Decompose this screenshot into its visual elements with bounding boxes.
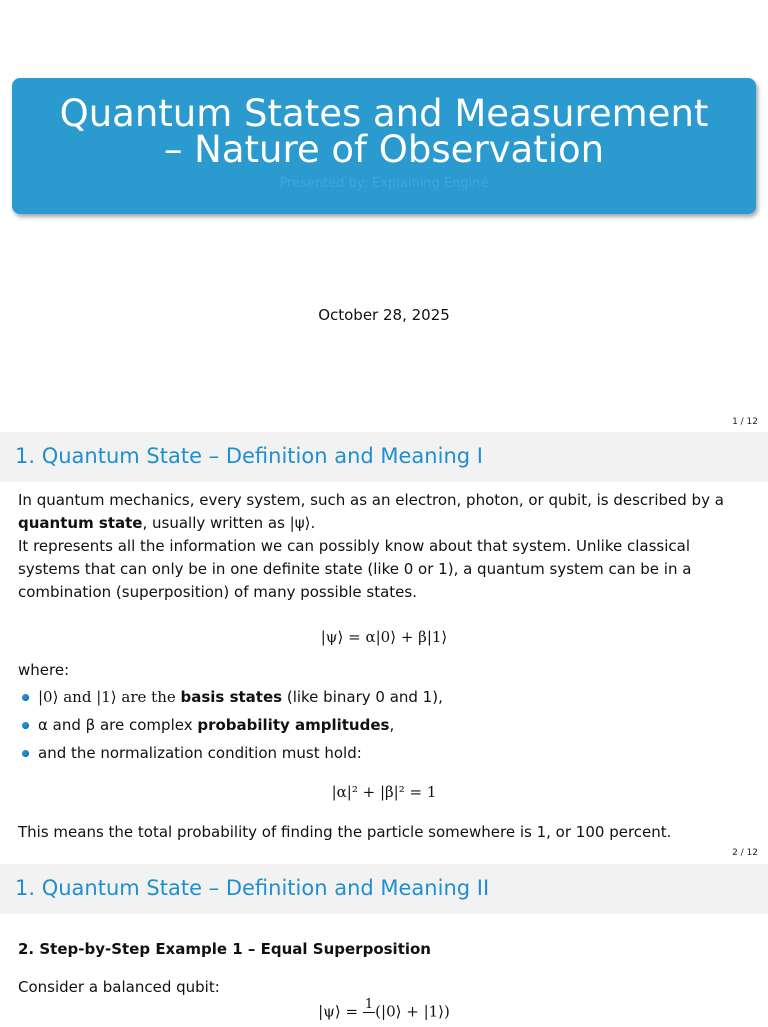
- frame-title: 1. Quantum State – Definition and Meaning I: [15, 444, 483, 468]
- paragraph-text: , usually written as |ψ⟩.: [142, 514, 316, 532]
- fraction: [363, 998, 375, 1027]
- page-number: 2 / 12: [732, 848, 758, 858]
- frame-title: 1. Quantum State – Definition and Meaning II: [15, 876, 490, 900]
- equation-lhs: |ψ⟩ =: [318, 1002, 359, 1021]
- bold-term: quantum state: [18, 514, 143, 532]
- title-line-1: Quantum States and Measurement: [59, 92, 709, 135]
- page-number: 1 / 12: [732, 417, 758, 427]
- slide-quantum-state-1: [0, 432, 768, 862]
- bullet-text: ,: [389, 716, 395, 734]
- frame-header: [0, 864, 768, 914]
- equation-normalization: |α|² + |β|² = 1: [331, 783, 437, 801]
- bold-term: probability amplitudes: [197, 716, 390, 734]
- bullet-list: [38, 683, 738, 767]
- paragraph-intro: Consider a balanced qubit:: [18, 978, 220, 996]
- bullet-text: |0⟩ and |1⟩ are the: [38, 688, 181, 706]
- frame-header: [0, 432, 768, 482]
- title-banner: [12, 78, 756, 214]
- equation-rhs: (|0⟩ + |1⟩): [375, 1002, 450, 1021]
- bullet-text: α and β are complex: [38, 716, 198, 734]
- list-item: [38, 711, 738, 739]
- list-item: [38, 683, 738, 711]
- where-label: where:: [18, 661, 70, 679]
- bold-term: basis states: [180, 688, 283, 706]
- subtitle: Presented by: Explaining Engine: [279, 176, 489, 191]
- title-slide: [0, 0, 768, 430]
- paragraph-description: It represents all the information we can possibly know about that system. Unlike classical systems that can only be in one definite state (like 0 or 1), a quantum system can be in a combination (superposition) of many possible states.: [18, 537, 692, 601]
- equation-superposition: [0, 998, 768, 1027]
- bullet-text: and the normalization condition must hold:: [38, 744, 362, 762]
- bullet-text: (like binary 0 and 1),: [282, 688, 443, 706]
- fraction-numerator: 1: [364, 997, 374, 1012]
- paragraph-conclusion: This means the total probability of finding the particle somewhere is 1, or 100 percent.: [18, 823, 672, 841]
- list-item: [38, 739, 738, 767]
- example-heading: 2. Step-by-Step Example 1 – Equal Superposition: [18, 940, 431, 958]
- paragraph-intro: [18, 489, 754, 535]
- slide-quantum-state-2: [0, 864, 768, 1024]
- equation-state: |ψ⟩ = α|0⟩ + β|1⟩: [320, 628, 448, 646]
- presentation-date: October 28, 2025: [318, 306, 450, 324]
- paragraph-text: In quantum mechanics, every system, such as an electron, photon, or qubit, is described by a: [18, 491, 724, 509]
- title-line-2: – Nature of Observation: [163, 128, 605, 171]
